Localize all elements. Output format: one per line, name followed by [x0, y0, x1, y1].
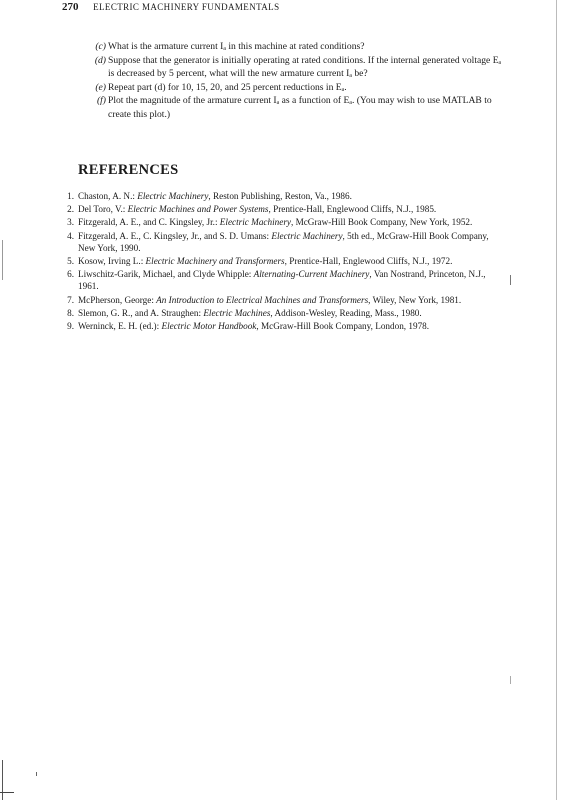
reference-title: Electric Machines [203, 307, 271, 318]
reference-item [62, 255, 506, 267]
reference-author: Kosow, Irving L.: [78, 256, 146, 267]
problem-label: (c) [95, 41, 106, 52]
reference-number: 1. [67, 191, 74, 201]
scan-edge-line [556, 0, 557, 800]
reference-item [62, 190, 506, 202]
reference-author: Del Toro, V.: [78, 204, 128, 215]
problem-item-f [78, 94, 508, 121]
reference-details: , Wiley, New York, 1981. [368, 294, 462, 305]
reference-number: 4. [67, 230, 74, 241]
reference-details: , Addison-Wesley, Reading, Mass., 1980. [270, 307, 422, 318]
reference-item [62, 203, 506, 215]
reference-title: An Introduction to Electrical Machines and Transformers [156, 294, 369, 305]
reference-details: , Prentice-Hall, Englewood Cliffs, N.J., 1985. [268, 204, 437, 215]
reference-author: McPherson, George: [78, 294, 157, 305]
problem-item-c [78, 40, 508, 54]
reference-number: 8. [67, 307, 74, 318]
reference-details: , Prentice-Hall, Englewood Cliffs, N.J., 1972. [284, 256, 453, 267]
reference-number: 5. [67, 256, 74, 267]
reference-title: Electric Machinery [271, 230, 343, 241]
reference-number: 2. [67, 204, 74, 215]
reference-details: , McGraw-Hill Book Company, London, 1978. [256, 321, 430, 332]
reference-title: Electric Machinery [219, 217, 291, 228]
problem-item-e [78, 81, 508, 95]
reference-author: Liwschitz-Garik, Michael, and Clyde Whipple: [78, 269, 254, 280]
problem-item-d [78, 54, 508, 81]
scan-edge-line [0, 792, 14, 793]
problem-label: (d) [94, 54, 106, 66]
reference-title: Electric Motor Handbook [161, 321, 257, 332]
reference-details: , McGraw-Hill Book Company, New York, 1952. [290, 217, 473, 228]
references-heading: REFERENCES [78, 162, 179, 178]
reference-author: Slemon, G. R., and A. Straughen: [78, 307, 204, 318]
reference-item [62, 294, 506, 306]
reference-author: Fitzgerald, A. E., C. Kingsley, Jr., and S. D. Umans: [78, 230, 272, 241]
reference-details: , Van Nostrand, Princeton, N.J., 1961. [78, 269, 486, 292]
reference-number: 3. [67, 217, 74, 228]
reference-number: 7. [67, 294, 74, 305]
problem-list [78, 40, 508, 122]
reference-author: Werninck, E. H. (ed.): [78, 321, 162, 332]
scan-edge-line [36, 772, 37, 776]
scan-edge-line [510, 275, 511, 285]
reference-number: 6. [67, 269, 74, 280]
reference-number: 9. [67, 321, 74, 332]
scan-edge-line [2, 760, 3, 800]
running-title: ELECTRIC MACHINERY FUNDAMENTALS [93, 2, 280, 12]
running-head [62, 1, 279, 13]
problem-label: (f) [96, 95, 106, 107]
problem-text: What is the armature current Iₐ in this machine at rated conditions? [108, 41, 365, 52]
problem-text: Repeat part (d) for 10, 15, 20, and 25 percent reductions in Eₐ. [108, 81, 347, 93]
reference-list [62, 190, 506, 333]
reference-author: Chaston, A. N.: [78, 191, 138, 201]
reference-title: Electric Machinery [137, 191, 209, 201]
reference-author: Fitzgerald, A. E., and C. Kingsley, Jr.: [78, 217, 220, 228]
reference-item [62, 230, 506, 254]
scan-edge-line [510, 676, 511, 684]
reference-title: Alternating-Current Machinery [253, 269, 370, 280]
reference-details: , Reston Publishing, Reston, Va., 1986. [208, 191, 352, 201]
reference-title: Electric Machinery and Transformers [145, 256, 285, 267]
reference-item [62, 320, 506, 332]
problem-text: Plot the magnitude of the armature current Iₐ as a function of Eₐ. (You may wish to use MATLAB to create this plot.) [108, 95, 492, 120]
reference-item [62, 216, 506, 228]
reference-item [62, 268, 506, 292]
problem-label: (e) [95, 81, 106, 93]
problem-text: Suppose that the generator is initially operating at rated conditions. If the internal generated voltage Eₐ is decreased by 5 percent, what will the new armature current Iₐ be? [108, 54, 502, 80]
scan-edge-line [2, 240, 3, 280]
reference-title: Electric Machines and Power Systems [127, 204, 269, 215]
page-number: 270 [62, 1, 79, 13]
reference-item [62, 307, 506, 319]
reference-details: , 5th ed., McGraw-Hill Book Company, New York, 1990. [78, 230, 489, 253]
